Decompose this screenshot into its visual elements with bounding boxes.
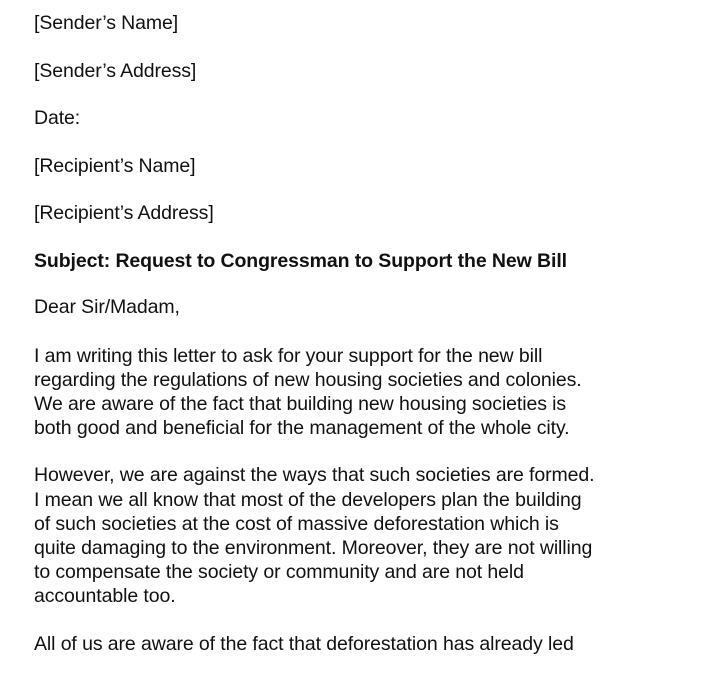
paragraph-line: I am writing this letter to ask for your support for the new bill [34,344,543,367]
recipient-name: [Recipient’s Name] [34,154,196,177]
paragraph-line: accountable too. [34,585,176,608]
paragraph-2 [34,463,714,608]
paragraph-line: All of us are aware of the fact that deforestation has already led [34,632,574,655]
paragraph-3 [34,632,714,656]
date-label: Date: [34,107,81,129]
paragraph-1 [34,344,714,441]
paragraph-line: I mean we all know that most of the developers plan the building [34,488,582,511]
sender-name: [Sender’s Name] [34,12,179,34]
letter-body [34,12,714,673]
paragraph-line: to compensate the society or community and are not held [34,561,524,584]
paragraph-line: However, we are against the ways that such societies are formed. [34,464,595,487]
salutation: Dear Sir/Madam, [34,296,180,318]
sender-address: [Sender’s Address] [34,59,197,82]
paragraph-line: of such societies at the cost of massive deforestation which is [34,512,559,535]
paragraph-line: regarding the regulations of new housing societies and colonies. [34,368,582,391]
paragraph-line: We are aware of the fact that building new housing societies is [34,392,567,415]
recipient-address: [Recipient’s Address] [34,202,214,224]
subject-line: Subject: Request to Congressman to Support the New Bill [34,249,567,272]
paragraph-line: quite damaging to the environment. Moreover, they are not willing [34,536,593,559]
paragraph-line: both good and beneficial for the management of the whole city. [34,417,570,440]
